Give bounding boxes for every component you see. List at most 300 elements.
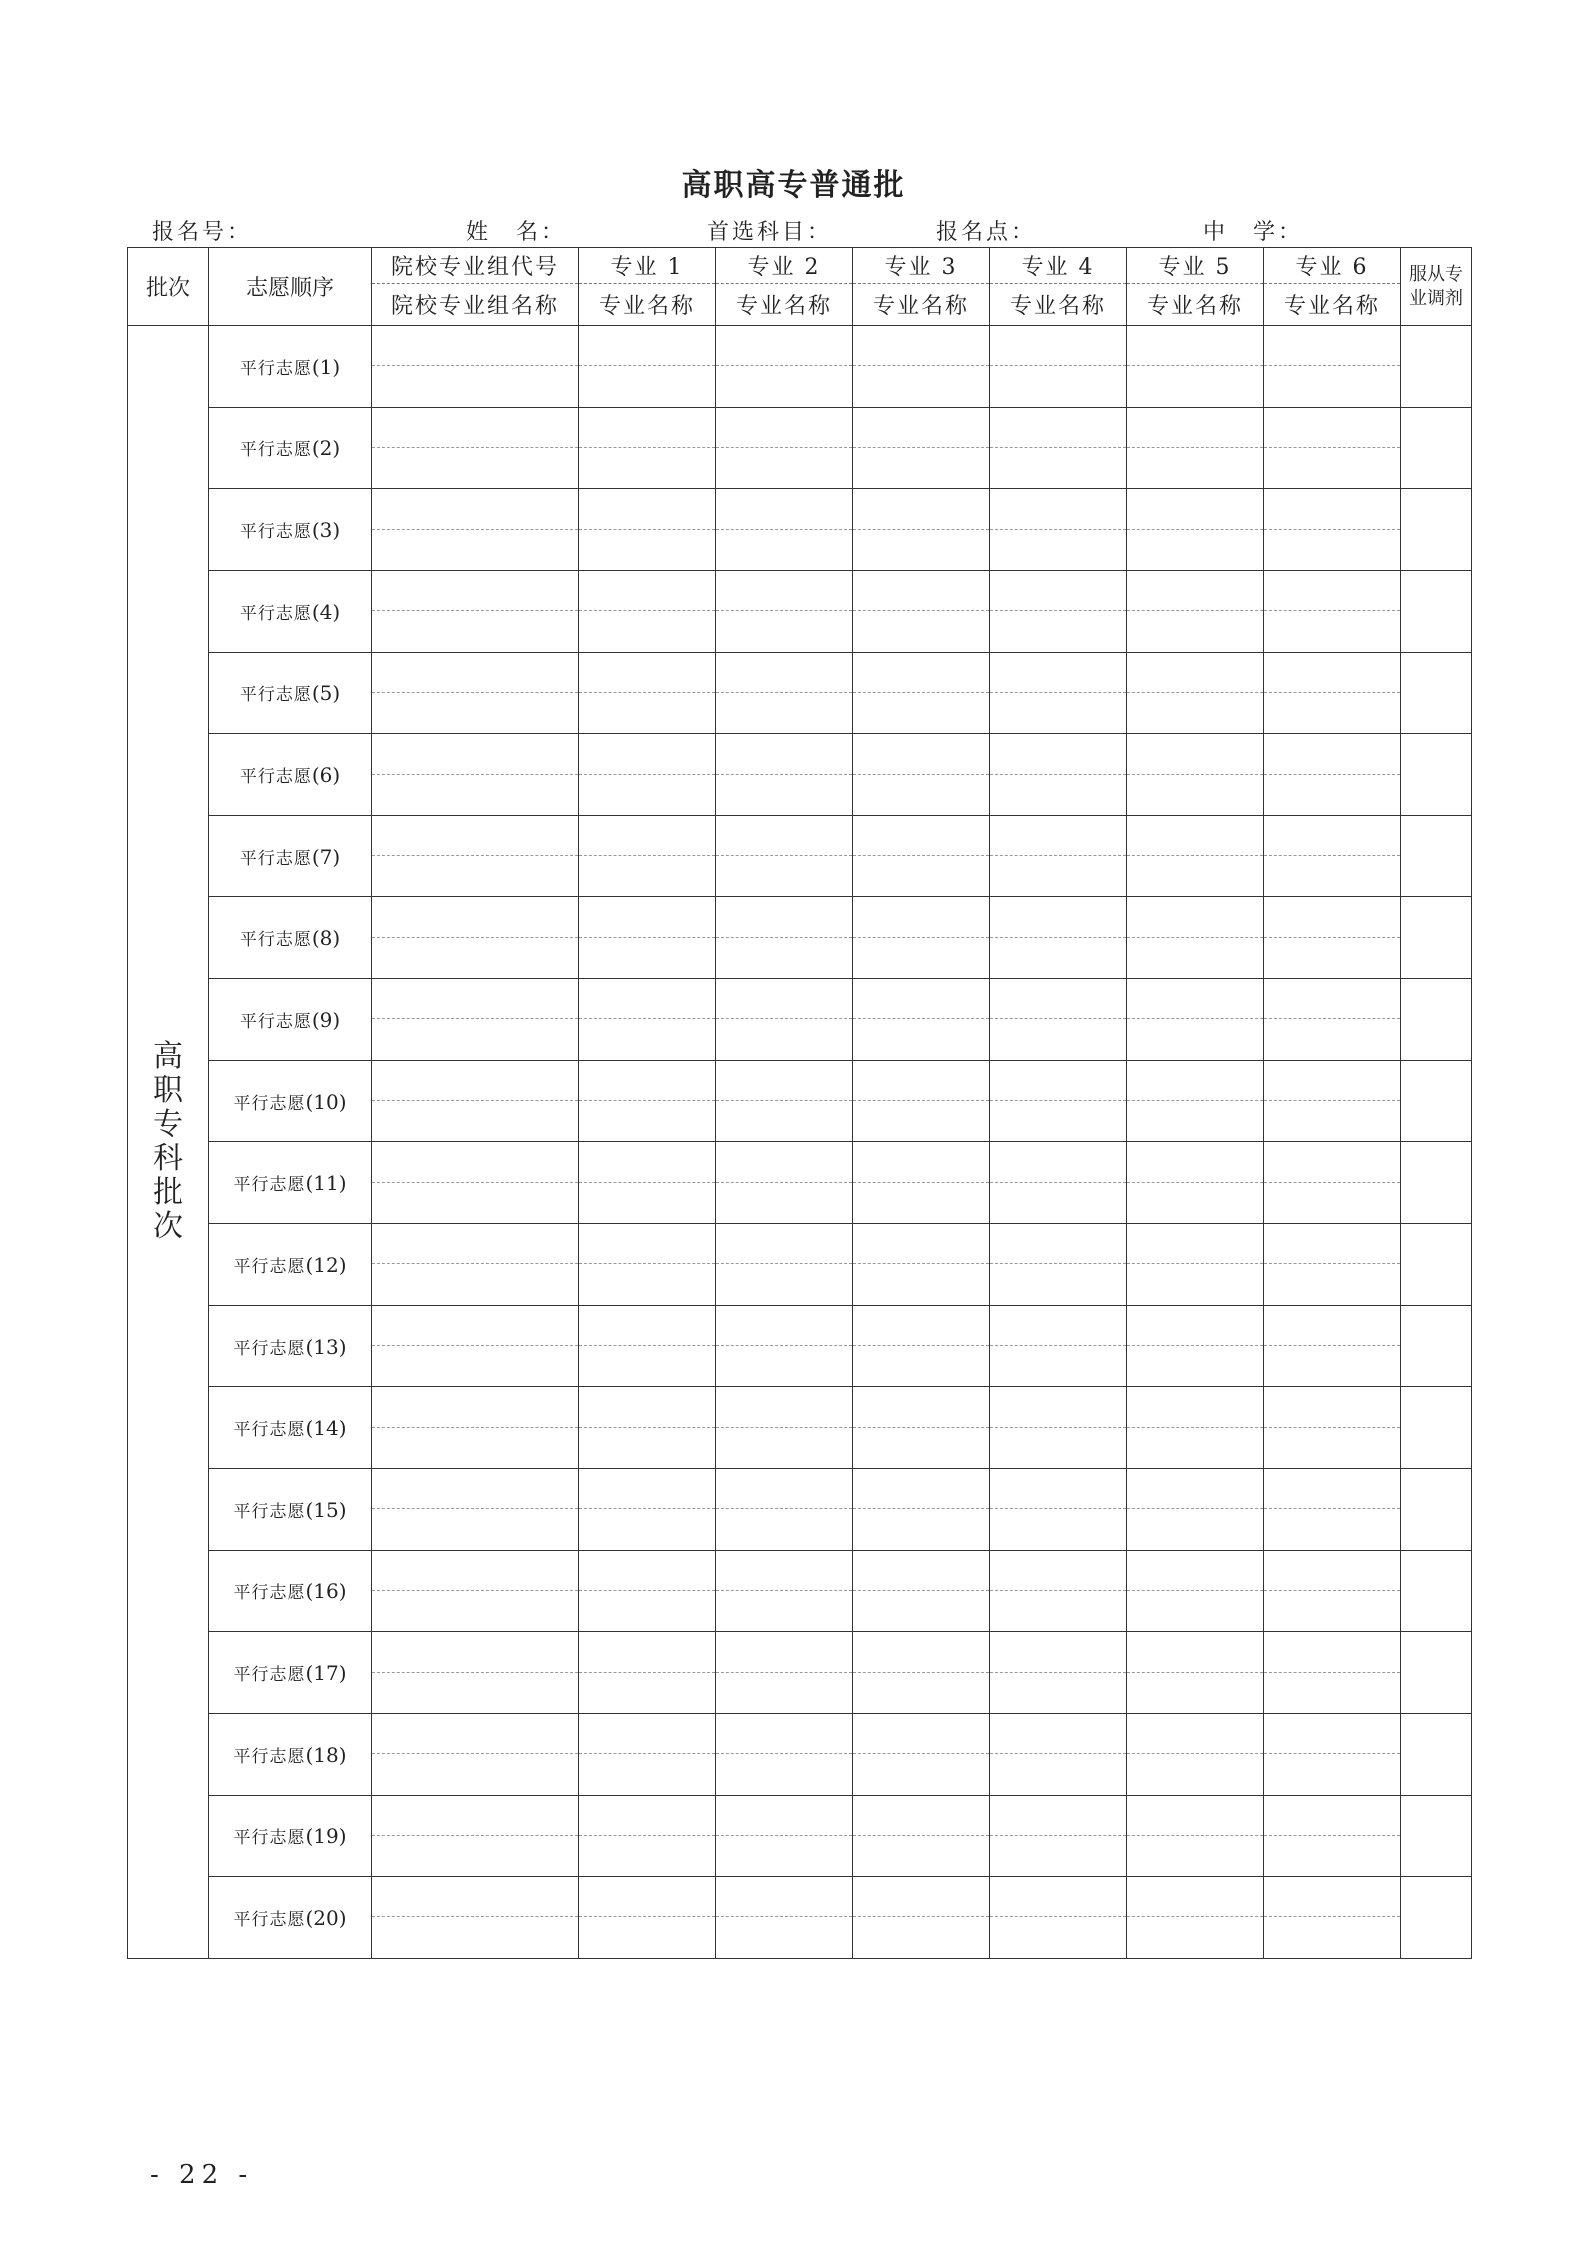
major-2-name-field[interactable] bbox=[716, 774, 853, 815]
obey-adjustment-field[interactable] bbox=[1401, 407, 1472, 489]
major-1-name-field[interactable] bbox=[579, 529, 716, 570]
major-1-code-field[interactable] bbox=[579, 1142, 716, 1182]
major-6-name-field[interactable] bbox=[1264, 1509, 1401, 1550]
major-1-code-field[interactable] bbox=[579, 1387, 716, 1427]
obey-adjustment-field[interactable] bbox=[1401, 979, 1472, 1061]
major-3-code-field[interactable] bbox=[853, 570, 990, 610]
group-name-field[interactable] bbox=[372, 1672, 579, 1713]
group-code-field[interactable] bbox=[372, 734, 579, 774]
major-4-name-field[interactable] bbox=[990, 1754, 1127, 1795]
major-4-code-field[interactable] bbox=[990, 326, 1127, 366]
major-5-code-field[interactable] bbox=[1127, 489, 1264, 529]
major-1-name-field[interactable] bbox=[579, 937, 716, 978]
major-6-code-field[interactable] bbox=[1264, 326, 1401, 366]
major-1-code-field[interactable] bbox=[579, 734, 716, 774]
major-1-name-field[interactable] bbox=[579, 1427, 716, 1468]
major-3-code-field[interactable] bbox=[853, 1468, 990, 1508]
major-5-code-field[interactable] bbox=[1127, 1060, 1264, 1100]
major-6-name-field[interactable] bbox=[1264, 1672, 1401, 1713]
major-3-name-field[interactable] bbox=[853, 1101, 990, 1142]
major-4-name-field[interactable] bbox=[990, 1835, 1127, 1876]
major-2-code-field[interactable] bbox=[716, 1632, 853, 1672]
major-5-code-field[interactable] bbox=[1127, 407, 1264, 447]
major-5-name-field[interactable] bbox=[1127, 1264, 1264, 1305]
major-5-name-field[interactable] bbox=[1127, 1672, 1264, 1713]
major-4-name-field[interactable] bbox=[990, 1101, 1127, 1142]
major-5-code-field[interactable] bbox=[1127, 1632, 1264, 1672]
major-6-name-field[interactable] bbox=[1264, 1264, 1401, 1305]
group-name-field[interactable] bbox=[372, 1182, 579, 1223]
group-name-field[interactable] bbox=[372, 529, 579, 570]
major-3-name-field[interactable] bbox=[853, 1590, 990, 1631]
major-4-name-field[interactable] bbox=[990, 1019, 1127, 1060]
major-1-name-field[interactable] bbox=[579, 1754, 716, 1795]
major-2-code-field[interactable] bbox=[716, 1468, 853, 1508]
major-6-name-field[interactable] bbox=[1264, 1427, 1401, 1468]
major-1-name-field[interactable] bbox=[579, 1019, 716, 1060]
major-6-code-field[interactable] bbox=[1264, 652, 1401, 692]
group-code-field[interactable] bbox=[372, 1550, 579, 1590]
major-3-name-field[interactable] bbox=[853, 366, 990, 407]
major-3-name-field[interactable] bbox=[853, 1754, 990, 1795]
group-code-field[interactable] bbox=[372, 1305, 579, 1345]
major-5-name-field[interactable] bbox=[1127, 1590, 1264, 1631]
major-6-code-field[interactable] bbox=[1264, 979, 1401, 1019]
major-5-code-field[interactable] bbox=[1127, 326, 1264, 366]
major-1-code-field[interactable] bbox=[579, 1632, 716, 1672]
major-5-name-field[interactable] bbox=[1127, 1019, 1264, 1060]
major-5-code-field[interactable] bbox=[1127, 1142, 1264, 1182]
major-1-code-field[interactable] bbox=[579, 815, 716, 855]
major-3-name-field[interactable] bbox=[853, 1346, 990, 1387]
major-6-name-field[interactable] bbox=[1264, 1917, 1401, 1959]
major-4-code-field[interactable] bbox=[990, 570, 1127, 610]
major-1-name-field[interactable] bbox=[579, 1917, 716, 1959]
obey-adjustment-field[interactable] bbox=[1401, 1387, 1472, 1469]
major-3-code-field[interactable] bbox=[853, 326, 990, 366]
major-6-code-field[interactable] bbox=[1264, 489, 1401, 529]
group-name-field[interactable] bbox=[372, 1019, 579, 1060]
major-6-code-field[interactable] bbox=[1264, 1387, 1401, 1427]
major-6-code-field[interactable] bbox=[1264, 570, 1401, 610]
major-1-code-field[interactable] bbox=[579, 1713, 716, 1753]
group-name-field[interactable] bbox=[372, 1427, 579, 1468]
major-1-name-field[interactable] bbox=[579, 1346, 716, 1387]
major-1-name-field[interactable] bbox=[579, 1672, 716, 1713]
major-3-code-field[interactable] bbox=[853, 1060, 990, 1100]
group-code-field[interactable] bbox=[372, 1713, 579, 1753]
major-2-code-field[interactable] bbox=[716, 1060, 853, 1100]
major-6-name-field[interactable] bbox=[1264, 1101, 1401, 1142]
major-4-name-field[interactable] bbox=[990, 366, 1127, 407]
major-5-name-field[interactable] bbox=[1127, 1509, 1264, 1550]
major-1-code-field[interactable] bbox=[579, 1877, 716, 1917]
obey-adjustment-field[interactable] bbox=[1401, 1713, 1472, 1795]
major-1-code-field[interactable] bbox=[579, 1550, 716, 1590]
major-1-code-field[interactable] bbox=[579, 1224, 716, 1264]
group-code-field[interactable] bbox=[372, 652, 579, 692]
group-code-field[interactable] bbox=[372, 1060, 579, 1100]
major-4-name-field[interactable] bbox=[990, 1346, 1127, 1387]
group-code-field[interactable] bbox=[372, 1224, 579, 1264]
major-4-name-field[interactable] bbox=[990, 692, 1127, 733]
major-5-code-field[interactable] bbox=[1127, 1713, 1264, 1753]
major-5-name-field[interactable] bbox=[1127, 611, 1264, 652]
major-4-code-field[interactable] bbox=[990, 407, 1127, 447]
group-name-field[interactable] bbox=[372, 856, 579, 897]
major-3-name-field[interactable] bbox=[853, 1835, 990, 1876]
major-6-name-field[interactable] bbox=[1264, 856, 1401, 897]
major-3-code-field[interactable] bbox=[853, 1305, 990, 1345]
major-3-name-field[interactable] bbox=[853, 529, 990, 570]
major-6-code-field[interactable] bbox=[1264, 1305, 1401, 1345]
major-6-code-field[interactable] bbox=[1264, 1550, 1401, 1590]
major-6-code-field[interactable] bbox=[1264, 897, 1401, 937]
major-1-name-field[interactable] bbox=[579, 1101, 716, 1142]
major-3-name-field[interactable] bbox=[853, 447, 990, 488]
obey-adjustment-field[interactable] bbox=[1401, 652, 1472, 734]
obey-adjustment-field[interactable] bbox=[1401, 897, 1472, 979]
major-2-name-field[interactable] bbox=[716, 1101, 853, 1142]
major-4-code-field[interactable] bbox=[990, 1224, 1127, 1264]
major-3-code-field[interactable] bbox=[853, 1224, 990, 1264]
obey-adjustment-field[interactable] bbox=[1401, 1632, 1472, 1714]
major-6-name-field[interactable] bbox=[1264, 1835, 1401, 1876]
major-5-name-field[interactable] bbox=[1127, 1346, 1264, 1387]
major-5-code-field[interactable] bbox=[1127, 1224, 1264, 1264]
major-4-code-field[interactable] bbox=[990, 1305, 1127, 1345]
major-2-code-field[interactable] bbox=[716, 1305, 853, 1345]
group-name-field[interactable] bbox=[372, 1101, 579, 1142]
major-4-code-field[interactable] bbox=[990, 1387, 1127, 1427]
major-2-name-field[interactable] bbox=[716, 1754, 853, 1795]
obey-adjustment-field[interactable] bbox=[1401, 1795, 1472, 1877]
major-4-code-field[interactable] bbox=[990, 897, 1127, 937]
major-2-code-field[interactable] bbox=[716, 979, 853, 1019]
obey-adjustment-field[interactable] bbox=[1401, 734, 1472, 816]
major-2-name-field[interactable] bbox=[716, 1019, 853, 1060]
major-5-code-field[interactable] bbox=[1127, 652, 1264, 692]
major-2-code-field[interactable] bbox=[716, 652, 853, 692]
major-6-code-field[interactable] bbox=[1264, 407, 1401, 447]
major-6-code-field[interactable] bbox=[1264, 1224, 1401, 1264]
major-2-code-field[interactable] bbox=[716, 1142, 853, 1182]
major-4-name-field[interactable] bbox=[990, 937, 1127, 978]
major-4-name-field[interactable] bbox=[990, 447, 1127, 488]
major-3-code-field[interactable] bbox=[853, 489, 990, 529]
major-3-name-field[interactable] bbox=[853, 774, 990, 815]
major-2-code-field[interactable] bbox=[716, 1550, 853, 1590]
major-1-name-field[interactable] bbox=[579, 1509, 716, 1550]
major-3-name-field[interactable] bbox=[853, 1672, 990, 1713]
major-4-name-field[interactable] bbox=[990, 1672, 1127, 1713]
major-1-code-field[interactable] bbox=[579, 1468, 716, 1508]
major-1-name-field[interactable] bbox=[579, 447, 716, 488]
major-3-code-field[interactable] bbox=[853, 407, 990, 447]
major-5-code-field[interactable] bbox=[1127, 1795, 1264, 1835]
major-3-name-field[interactable] bbox=[853, 1264, 990, 1305]
major-2-name-field[interactable] bbox=[716, 366, 853, 407]
major-3-name-field[interactable] bbox=[853, 611, 990, 652]
major-4-name-field[interactable] bbox=[990, 611, 1127, 652]
group-name-field[interactable] bbox=[372, 1754, 579, 1795]
major-1-name-field[interactable] bbox=[579, 856, 716, 897]
group-name-field[interactable] bbox=[372, 1835, 579, 1876]
major-2-name-field[interactable] bbox=[716, 1346, 853, 1387]
major-5-name-field[interactable] bbox=[1127, 1835, 1264, 1876]
group-code-field[interactable] bbox=[372, 1632, 579, 1672]
major-5-code-field[interactable] bbox=[1127, 897, 1264, 937]
major-2-code-field[interactable] bbox=[716, 1877, 853, 1917]
major-4-code-field[interactable] bbox=[990, 1060, 1127, 1100]
major-4-code-field[interactable] bbox=[990, 1713, 1127, 1753]
major-5-name-field[interactable] bbox=[1127, 1427, 1264, 1468]
major-5-code-field[interactable] bbox=[1127, 1387, 1264, 1427]
group-name-field[interactable] bbox=[372, 611, 579, 652]
major-3-code-field[interactable] bbox=[853, 1795, 990, 1835]
major-1-name-field[interactable] bbox=[579, 692, 716, 733]
major-4-name-field[interactable] bbox=[990, 1182, 1127, 1223]
major-5-name-field[interactable] bbox=[1127, 447, 1264, 488]
group-name-field[interactable] bbox=[372, 774, 579, 815]
major-1-code-field[interactable] bbox=[579, 1795, 716, 1835]
major-5-name-field[interactable] bbox=[1127, 1754, 1264, 1795]
group-code-field[interactable] bbox=[372, 407, 579, 447]
major-3-name-field[interactable] bbox=[853, 1427, 990, 1468]
group-code-field[interactable] bbox=[372, 1142, 579, 1182]
major-2-code-field[interactable] bbox=[716, 326, 853, 366]
major-1-name-field[interactable] bbox=[579, 366, 716, 407]
major-1-code-field[interactable] bbox=[579, 1060, 716, 1100]
group-code-field[interactable] bbox=[372, 489, 579, 529]
major-2-code-field[interactable] bbox=[716, 489, 853, 529]
major-3-code-field[interactable] bbox=[853, 1713, 990, 1753]
major-4-name-field[interactable] bbox=[990, 1427, 1127, 1468]
major-1-name-field[interactable] bbox=[579, 1590, 716, 1631]
group-code-field[interactable] bbox=[372, 326, 579, 366]
major-5-code-field[interactable] bbox=[1127, 1305, 1264, 1345]
major-1-name-field[interactable] bbox=[579, 774, 716, 815]
major-1-code-field[interactable] bbox=[579, 489, 716, 529]
major-3-name-field[interactable] bbox=[853, 856, 990, 897]
group-name-field[interactable] bbox=[372, 1509, 579, 1550]
major-1-code-field[interactable] bbox=[579, 1305, 716, 1345]
major-5-code-field[interactable] bbox=[1127, 1550, 1264, 1590]
major-2-name-field[interactable] bbox=[716, 529, 853, 570]
major-2-name-field[interactable] bbox=[716, 1672, 853, 1713]
major-3-code-field[interactable] bbox=[853, 979, 990, 1019]
group-code-field[interactable] bbox=[372, 815, 579, 855]
group-name-field[interactable] bbox=[372, 366, 579, 407]
major-3-name-field[interactable] bbox=[853, 692, 990, 733]
obey-adjustment-field[interactable] bbox=[1401, 1305, 1472, 1387]
major-5-code-field[interactable] bbox=[1127, 815, 1264, 855]
obey-adjustment-field[interactable] bbox=[1401, 1224, 1472, 1306]
major-2-name-field[interactable] bbox=[716, 1264, 853, 1305]
obey-adjustment-field[interactable] bbox=[1401, 1142, 1472, 1224]
group-name-field[interactable] bbox=[372, 937, 579, 978]
group-name-field[interactable] bbox=[372, 1264, 579, 1305]
major-4-code-field[interactable] bbox=[990, 652, 1127, 692]
major-4-code-field[interactable] bbox=[990, 815, 1127, 855]
major-5-code-field[interactable] bbox=[1127, 734, 1264, 774]
major-2-name-field[interactable] bbox=[716, 447, 853, 488]
major-5-name-field[interactable] bbox=[1127, 1101, 1264, 1142]
major-5-code-field[interactable] bbox=[1127, 570, 1264, 610]
major-1-name-field[interactable] bbox=[579, 1835, 716, 1876]
major-2-name-field[interactable] bbox=[716, 692, 853, 733]
obey-adjustment-field[interactable] bbox=[1401, 1468, 1472, 1550]
major-5-name-field[interactable] bbox=[1127, 1917, 1264, 1959]
group-code-field[interactable] bbox=[372, 979, 579, 1019]
major-6-name-field[interactable] bbox=[1264, 447, 1401, 488]
major-4-name-field[interactable] bbox=[990, 529, 1127, 570]
major-2-code-field[interactable] bbox=[716, 407, 853, 447]
major-6-name-field[interactable] bbox=[1264, 366, 1401, 407]
major-2-name-field[interactable] bbox=[716, 1509, 853, 1550]
major-3-code-field[interactable] bbox=[853, 652, 990, 692]
group-name-field[interactable] bbox=[372, 1917, 579, 1959]
obey-adjustment-field[interactable] bbox=[1401, 1060, 1472, 1142]
major-2-code-field[interactable] bbox=[716, 734, 853, 774]
major-4-code-field[interactable] bbox=[990, 1877, 1127, 1917]
major-4-code-field[interactable] bbox=[990, 489, 1127, 529]
major-5-name-field[interactable] bbox=[1127, 529, 1264, 570]
group-code-field[interactable] bbox=[372, 1468, 579, 1508]
major-3-name-field[interactable] bbox=[853, 1917, 990, 1959]
major-6-name-field[interactable] bbox=[1264, 1019, 1401, 1060]
major-3-code-field[interactable] bbox=[853, 1142, 990, 1182]
major-2-name-field[interactable] bbox=[716, 1182, 853, 1223]
major-3-name-field[interactable] bbox=[853, 1019, 990, 1060]
major-6-name-field[interactable] bbox=[1264, 611, 1401, 652]
obey-adjustment-field[interactable] bbox=[1401, 815, 1472, 897]
major-5-code-field[interactable] bbox=[1127, 1468, 1264, 1508]
group-code-field[interactable] bbox=[372, 897, 579, 937]
obey-adjustment-field[interactable] bbox=[1401, 326, 1472, 408]
major-3-name-field[interactable] bbox=[853, 937, 990, 978]
major-5-code-field[interactable] bbox=[1127, 1877, 1264, 1917]
major-3-code-field[interactable] bbox=[853, 734, 990, 774]
group-code-field[interactable] bbox=[372, 1877, 579, 1917]
major-3-code-field[interactable] bbox=[853, 897, 990, 937]
major-2-code-field[interactable] bbox=[716, 1224, 853, 1264]
major-6-name-field[interactable] bbox=[1264, 937, 1401, 978]
major-4-code-field[interactable] bbox=[990, 1550, 1127, 1590]
major-2-code-field[interactable] bbox=[716, 815, 853, 855]
major-6-name-field[interactable] bbox=[1264, 692, 1401, 733]
major-3-code-field[interactable] bbox=[853, 1632, 990, 1672]
major-5-name-field[interactable] bbox=[1127, 366, 1264, 407]
major-3-name-field[interactable] bbox=[853, 1182, 990, 1223]
group-name-field[interactable] bbox=[372, 692, 579, 733]
major-3-code-field[interactable] bbox=[853, 1387, 990, 1427]
obey-adjustment-field[interactable] bbox=[1401, 1550, 1472, 1632]
major-5-name-field[interactable] bbox=[1127, 1182, 1264, 1223]
major-4-name-field[interactable] bbox=[990, 774, 1127, 815]
major-6-code-field[interactable] bbox=[1264, 1060, 1401, 1100]
major-4-name-field[interactable] bbox=[990, 856, 1127, 897]
major-3-code-field[interactable] bbox=[853, 1550, 990, 1590]
major-3-code-field[interactable] bbox=[853, 815, 990, 855]
major-2-code-field[interactable] bbox=[716, 897, 853, 937]
major-5-code-field[interactable] bbox=[1127, 979, 1264, 1019]
major-3-name-field[interactable] bbox=[853, 1509, 990, 1550]
major-1-code-field[interactable] bbox=[579, 407, 716, 447]
major-4-code-field[interactable] bbox=[990, 1795, 1127, 1835]
major-4-code-field[interactable] bbox=[990, 1632, 1127, 1672]
major-4-code-field[interactable] bbox=[990, 979, 1127, 1019]
major-1-code-field[interactable] bbox=[579, 897, 716, 937]
major-4-name-field[interactable] bbox=[990, 1917, 1127, 1959]
major-4-code-field[interactable] bbox=[990, 734, 1127, 774]
major-4-name-field[interactable] bbox=[990, 1264, 1127, 1305]
major-6-code-field[interactable] bbox=[1264, 1795, 1401, 1835]
major-2-code-field[interactable] bbox=[716, 1387, 853, 1427]
major-5-name-field[interactable] bbox=[1127, 774, 1264, 815]
major-6-name-field[interactable] bbox=[1264, 774, 1401, 815]
major-6-code-field[interactable] bbox=[1264, 1468, 1401, 1508]
major-2-name-field[interactable] bbox=[716, 1427, 853, 1468]
obey-adjustment-field[interactable] bbox=[1401, 489, 1472, 571]
obey-adjustment-field[interactable] bbox=[1401, 570, 1472, 652]
group-code-field[interactable] bbox=[372, 570, 579, 610]
major-6-name-field[interactable] bbox=[1264, 1346, 1401, 1387]
group-code-field[interactable] bbox=[372, 1795, 579, 1835]
major-2-name-field[interactable] bbox=[716, 1835, 853, 1876]
major-2-name-field[interactable] bbox=[716, 1917, 853, 1959]
major-4-name-field[interactable] bbox=[990, 1509, 1127, 1550]
major-1-code-field[interactable] bbox=[579, 652, 716, 692]
major-1-name-field[interactable] bbox=[579, 1264, 716, 1305]
major-4-code-field[interactable] bbox=[990, 1468, 1127, 1508]
group-name-field[interactable] bbox=[372, 447, 579, 488]
major-2-name-field[interactable] bbox=[716, 856, 853, 897]
major-1-code-field[interactable] bbox=[579, 326, 716, 366]
group-name-field[interactable] bbox=[372, 1590, 579, 1631]
major-1-name-field[interactable] bbox=[579, 1182, 716, 1223]
major-6-name-field[interactable] bbox=[1264, 1182, 1401, 1223]
major-6-code-field[interactable] bbox=[1264, 815, 1401, 855]
major-6-name-field[interactable] bbox=[1264, 1590, 1401, 1631]
major-5-name-field[interactable] bbox=[1127, 692, 1264, 733]
major-6-code-field[interactable] bbox=[1264, 1142, 1401, 1182]
major-2-name-field[interactable] bbox=[716, 611, 853, 652]
major-2-code-field[interactable] bbox=[716, 1795, 853, 1835]
major-6-code-field[interactable] bbox=[1264, 1632, 1401, 1672]
major-4-name-field[interactable] bbox=[990, 1590, 1127, 1631]
major-6-name-field[interactable] bbox=[1264, 1754, 1401, 1795]
major-2-name-field[interactable] bbox=[716, 937, 853, 978]
major-5-name-field[interactable] bbox=[1127, 856, 1264, 897]
group-code-field[interactable] bbox=[372, 1387, 579, 1427]
major-1-name-field[interactable] bbox=[579, 611, 716, 652]
major-6-code-field[interactable] bbox=[1264, 1877, 1401, 1917]
major-6-code-field[interactable] bbox=[1264, 734, 1401, 774]
major-3-code-field[interactable] bbox=[853, 1877, 990, 1917]
group-name-field[interactable] bbox=[372, 1346, 579, 1387]
major-1-code-field[interactable] bbox=[579, 570, 716, 610]
obey-adjustment-field[interactable] bbox=[1401, 1877, 1472, 1959]
major-1-code-field[interactable] bbox=[579, 979, 716, 1019]
major-6-name-field[interactable] bbox=[1264, 529, 1401, 570]
major-2-code-field[interactable] bbox=[716, 1713, 853, 1753]
major-4-code-field[interactable] bbox=[990, 1142, 1127, 1182]
major-2-name-field[interactable] bbox=[716, 1590, 853, 1631]
major-6-code-field[interactable] bbox=[1264, 1713, 1401, 1753]
major-5-name-field[interactable] bbox=[1127, 937, 1264, 978]
major-2-code-field[interactable] bbox=[716, 570, 853, 610]
